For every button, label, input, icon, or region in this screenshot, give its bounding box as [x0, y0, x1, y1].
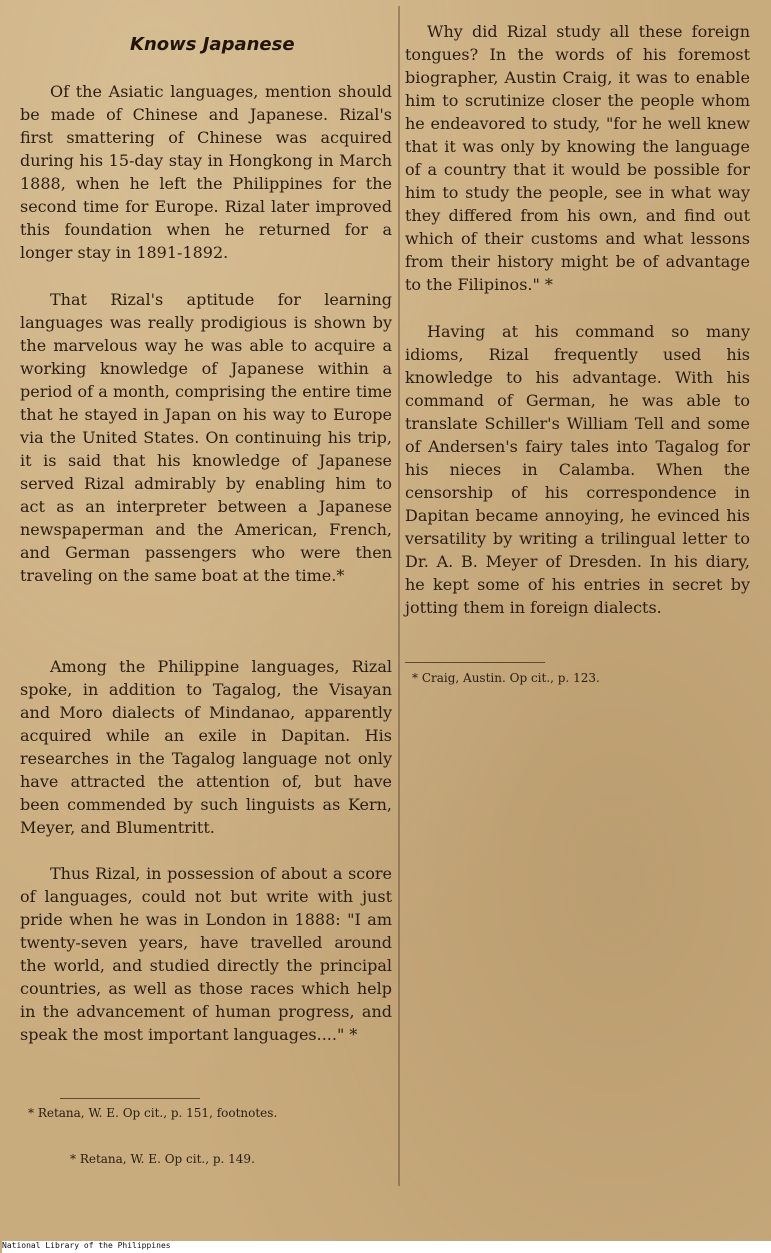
- paragraph-asiatic-languages: Of the Asiatic languages, mention should be made of Chinese and Japanese. Rizal's first smattering of Chinese was acquired during his 15-day stay in Hongkong in March 1888, when he left the Philippines for the second time for Europe. Rizal later improved this foundation when he returned for a longer stay in 1891-1892.: [20, 82, 392, 262]
- footnote-craig: * Craig, Austin. Op cit., p. 123.: [412, 671, 600, 685]
- footnote-retana-151: * Retana, W. E. Op cit., p. 151, footnotes.: [28, 1106, 278, 1120]
- paragraph-command-of-idioms: Having at his command so many idioms, Rizal frequently used his knowledge to his advantage. With his command of German, he was able to translate Schiller's William Tell and some of Andersen's fairy tales into Tagalog for his nieces in Calamba. When the censorship of his correspondence in Dapitan became annoying, he evinced his versatility by writing a trilingual letter to Dr. A. B. Meyer of Dresden. In his diary, he kept some of his entries in secret by jotting them in foreign dialects.: [405, 322, 750, 617]
- footnote-rule: [60, 1098, 200, 1099]
- paragraph-philippine-languages: Among the Philippine languages, Rizal spoke, in addition to Tagalog, the Visayan and Moro dialects of Mindanao, apparently acquired while an exile in Dapitan. His researches in the Tagalog language not only have attracted the attention of, but have been commended by such linguists as Kern, Meyer, and Blumentritt.: [20, 657, 392, 837]
- footnote-retana-149: * Retana, W. E. Op cit., p. 149.: [70, 1152, 255, 1166]
- column-divider: [398, 6, 400, 1186]
- paragraph-aptitude: That Rizal's aptitude for learning languages was really prodigious is shown by the marvelous way he was able to acquire a working knowledge of Japanese within a period of a month, comprising the entire time that he stayed in Japan on his way to Europe via the United States. On continuing his trip, it is said that his knowledge of Japanese served Rizal admirably by enabling him to act as an interpreter between a Japanese newspaperman and the American, French, and German passengers who were then traveling on the same boat at the time.*: [20, 290, 392, 585]
- footnote-rule-right: [405, 662, 545, 663]
- library-credit: National Library of the Philippines: [2, 1241, 771, 1253]
- article-heading: Knows Japanese: [130, 34, 295, 55]
- paragraph-score-of-languages: Thus Rizal, in possession of about a score of languages, could not but write with just pride when he was in London in 1888: "I am twenty-seven years, have travelled around the world, and studied directly the principal countries, as well as those races which help in the advancement of human progress, and speak the most important languages...." *: [20, 864, 392, 1044]
- paragraph-why-study: Why did Rizal study all these foreign tongues? In the words of his foremost biographer, Austin Craig, it was to enable him to scrutinize closer the people whom he endeavored to study, "for he well knew that it was only by knowing the language of a country that it would be possible for him to study the people, see in what way they differed from his own, and find out which of their customs and what lessons from their history might be of advantage to the Filipinos." *: [405, 22, 750, 294]
